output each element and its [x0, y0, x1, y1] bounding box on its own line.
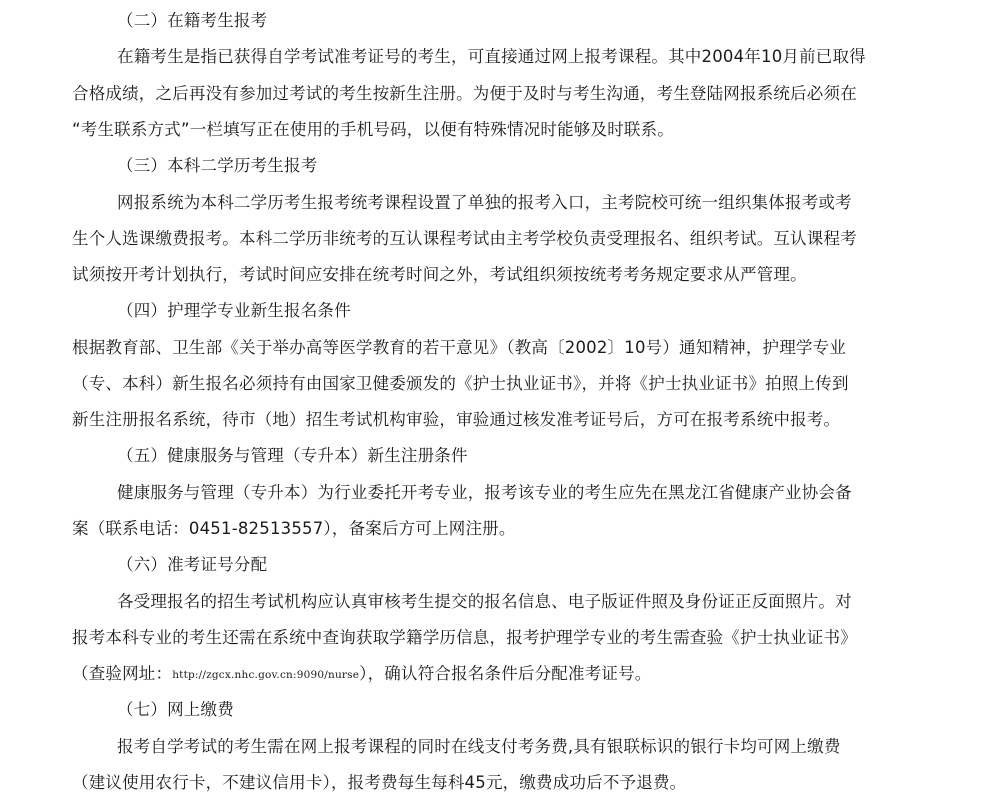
paragraph-line	[72, 663, 652, 686]
section-heading-3: （三）本科二学历考生报考	[117, 156, 318, 175]
paragraph-line: 健康服务与管理（专升本）为行业委托开考专业，报考该专业的考生应先在黑龙江省健康产业协会备	[117, 483, 852, 502]
paragraph-line: 在籍考生是指已获得自学考试准考证号的考生，可直接通过网上报考课程。其中2004年10月前已取得	[117, 47, 866, 66]
paragraph-line: 网报系统为本科二学历考生报考统考课程设置了单独的报考入口，主考院校可统一组织集体报考或考	[117, 193, 852, 212]
paragraph-line: 案（联系电话：0451-82513557），备案后方可上网注册。	[72, 519, 516, 538]
section-heading-6: （六）准考证号分配	[117, 555, 268, 574]
paragraph-line: 报考自学考试的考生需在网上报考课程的同时在线支付考务费,具有银联标识的银行卡均可网上缴费	[117, 737, 841, 756]
paragraph-line: 生个人选课缴费报考。本科二学历非统考的互认课程考试由主考学校负责受理报名、组织考试。互认课程考	[72, 229, 857, 248]
text-segment: ），确认符合报名条件后分配准考证号。	[359, 664, 652, 683]
paragraph-line: （专、本科）新生报名必须持有由国家卫健委颁发的《护士执业证书》，并将《护士执业证书》拍照上传到	[72, 374, 849, 393]
verification-url-link[interactable]: http://zgcx.nhc.gov.cn:9090/nurse	[172, 669, 360, 681]
paragraph-line: “考生联系方式”一栏填写正在使用的手机号码，以便有特殊情况时能够及时联系。	[72, 120, 674, 139]
section-heading-4: （四）护理学专业新生报名条件	[117, 301, 351, 320]
text-segment: （查验网址：	[72, 664, 173, 683]
paragraph-line: 各受理报名的招生考试机构应认真审核考生提交的报名信息、电子版证件照及身份证正反面照片。对	[117, 592, 852, 611]
paragraph-line: 试须按开考计划执行，考试时间应安排在统考时间之外，考试组织须按统考考务规定要求从严管理。	[72, 265, 807, 284]
paragraph-line: 根据教育部、卫生部《关于举办高等医学教育的若干意见》（教高〔2002〕10号）通知精神，护理学专业	[72, 338, 847, 357]
paragraph-line: 合格成绩，之后再没有参加过考试的考生按新生注册。为便于及时与考生沟通，考生登陆网报系统后必须在	[72, 84, 857, 103]
section-heading-7: （七）网上缴费	[117, 700, 234, 719]
paragraph-line: 报考本科专业的考生还需在系统中查询获取学籍学历信息，报考护理学专业的考生需查验《护士执业证书》	[72, 628, 857, 647]
section-heading-5: （五）健康服务与管理（专升本）新生注册条件	[117, 446, 468, 465]
section-heading-2: （二）在籍考生报考	[117, 11, 268, 30]
paragraph-line: 新生注册报名系统，待市（地）招生考试机构审验，审验通过核发准考证号后，方可在报考系统中报考。	[72, 410, 841, 429]
paragraph-line: （建议使用农行卡，不建议信用卡），报考费每生每科45元，缴费成功后不予退费。	[72, 773, 687, 792]
